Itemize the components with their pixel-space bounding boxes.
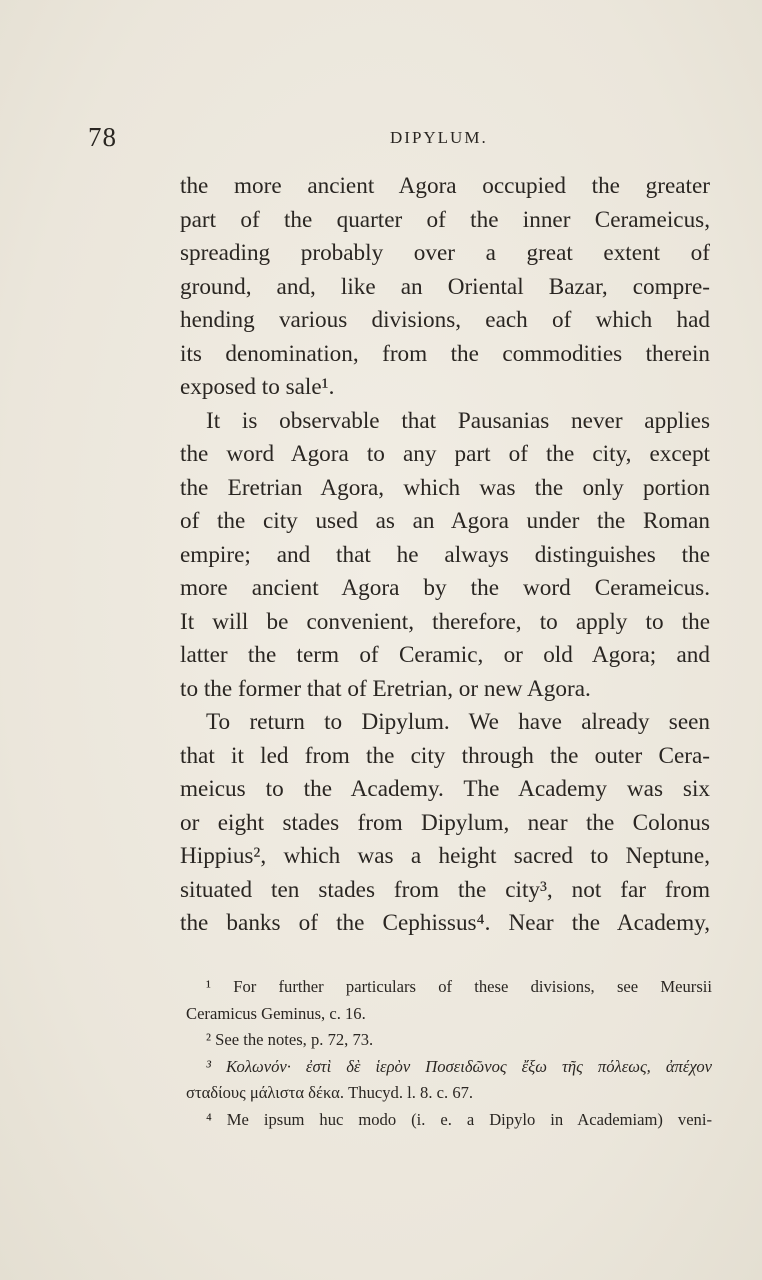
text-line: exposed to sale¹. [180,374,335,400]
footnote-line: ¹ For further particulars of these divisions, see Meursii [206,977,712,996]
footnotes [186,974,712,1133]
running-title: DIPYLUM. [390,128,488,147]
footnote-line: ³ Κολωνόν· ἐστὶ δὲ ἱερὸν Ποσειδῶνος ἔξω τῆς πόλεως, ἀπέχον [206,1056,712,1076]
text-line: or eight stades from Dipylum, near the Colonus [180,809,710,836]
body-text [180,170,710,941]
text-line: the word Agora to any part of the city, except [180,441,710,467]
text-line: ground, and, like an Oriental Bazar, compre- [180,273,710,300]
text-line: part of the quarter of the inner Cerameicus, [180,206,710,233]
text-line: It is observable that Pausanias never applies [206,407,710,434]
footnote-line: ⁴ Me ipsum huc modo (i. e. a Dipylo in Academiam) veni- [206,1109,712,1129]
footnote-line: ² See the notes, p. 72, 73. [206,1030,374,1049]
text-line: the banks of the Cephissus⁴. Near the Academy, [180,910,710,936]
text-line: spreading probably over a great extent of [180,240,710,266]
text-line: its denomination, from the commodities therein [180,340,710,367]
footnote-line: Ceramicus Geminus, c. 16. [186,1003,366,1023]
text-line: meicus to the Academy. The Academy was six [180,776,710,802]
text-line: of the city used as an Agora under the Roman [180,508,710,534]
text-line: to the former that of Eretrian, or new Agora. [180,675,591,702]
footnote-line: σταδίους μάλιστα δέκα. Thucyd. l. 8. c. 67. [186,1083,474,1102]
text-line: empire; and that he always distinguishes the [180,541,710,568]
text-line: It will be convenient, therefore, to apply to the [180,608,710,635]
text-line: latter the term of Ceramic, or old Agora; and [180,642,710,668]
page-header [0,122,762,152]
text-line: To return to Dipylum. We have already seen [206,709,710,735]
text-line: the Eretrian Agora, which was the only portion [180,474,710,501]
text-line: Hippius², which was a height sacred to Neptune, [180,843,710,869]
text-line: hending various divisions, each of which had [180,307,710,333]
text-line: more ancient Agora by the word Cerameicus. [180,575,710,601]
text-line: situated ten stades from the city³, not far from [180,876,710,903]
page-number: 78 [88,122,117,152]
text-line: that it led from the city through the outer Cera- [180,742,710,769]
text-line: the more ancient Agora occupied the greater [180,173,710,199]
